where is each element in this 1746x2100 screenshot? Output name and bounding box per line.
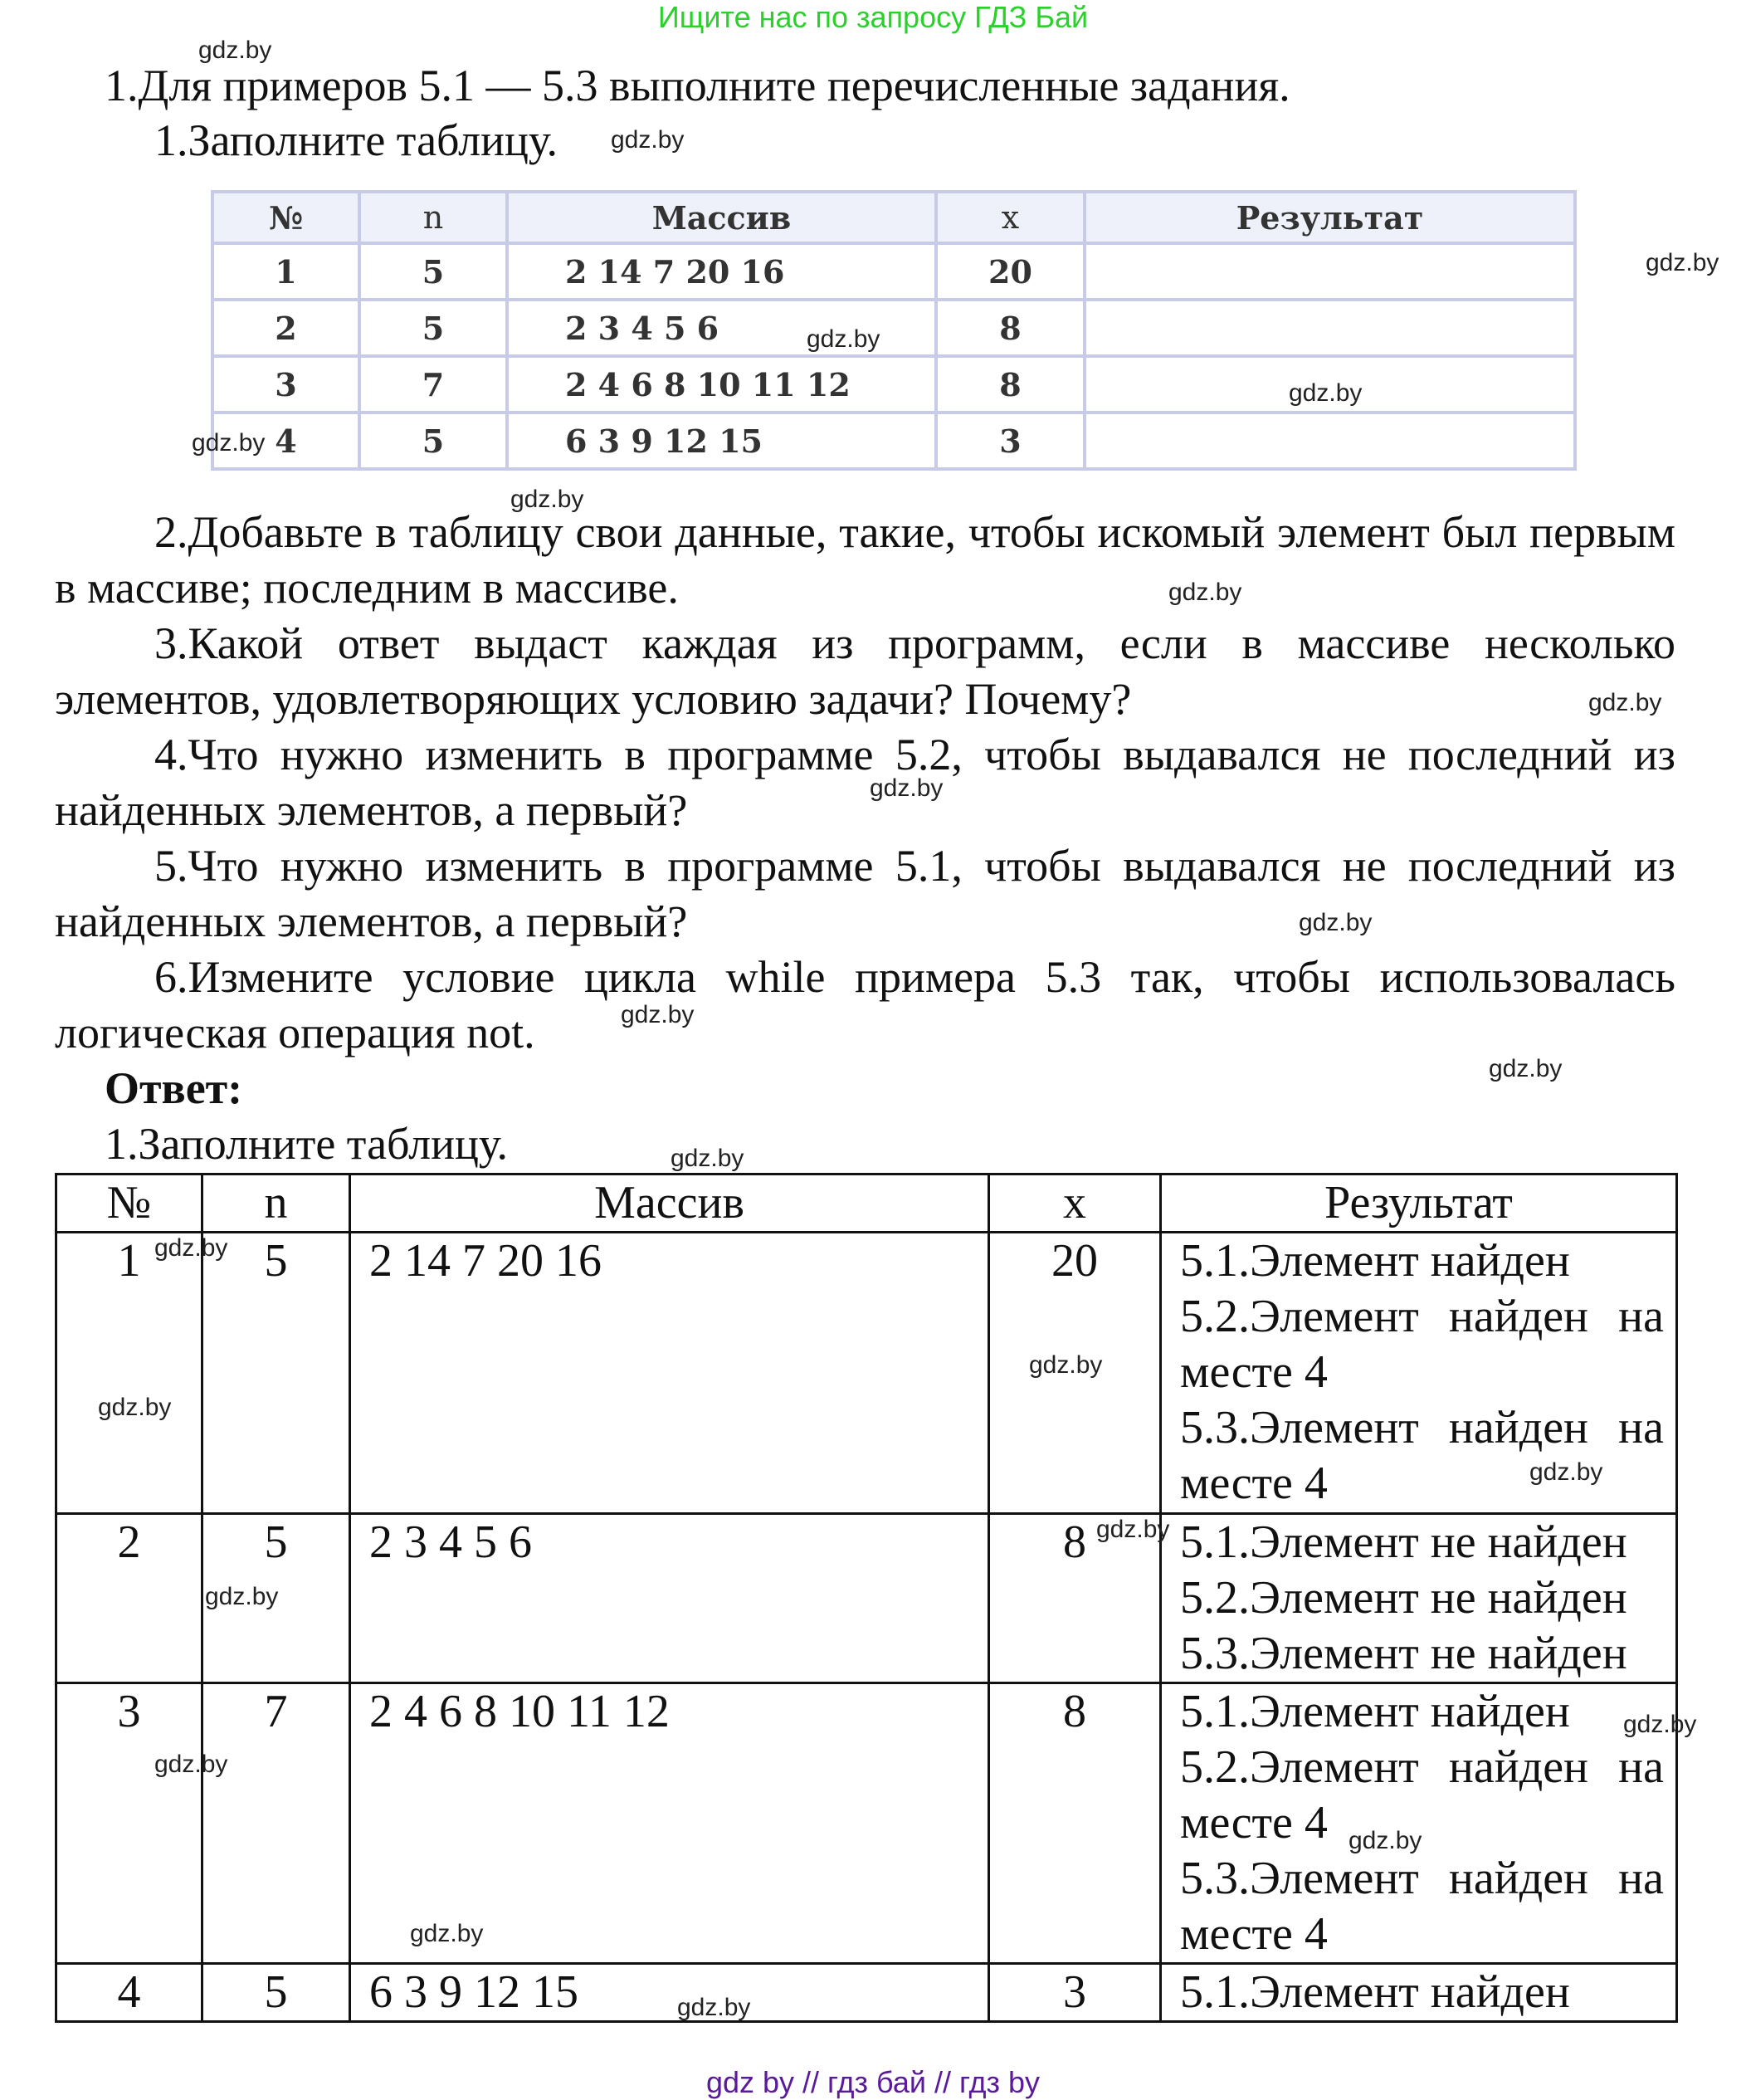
header-x: x — [936, 192, 1085, 243]
cell-no: 2 — [212, 300, 359, 356]
cell-array: 2 14 7 20 16 — [507, 243, 936, 300]
watermark: gdz.by — [1529, 1458, 1603, 1486]
header-n: n — [359, 192, 507, 243]
cell-x: 20 — [936, 243, 1085, 300]
cell-result — [1085, 413, 1575, 469]
cell-no: 3 — [212, 356, 359, 413]
header-n: n — [202, 1175, 350, 1233]
watermark: gdz.by — [1489, 1055, 1563, 1082]
watermark: gdz.by — [1029, 1351, 1103, 1379]
cell-n: 5 — [359, 413, 507, 469]
cell-x: 8 — [989, 1514, 1161, 1683]
header-no: № — [56, 1175, 202, 1233]
watermark: gdz.by — [205, 1583, 279, 1610]
cell-n: 5 — [359, 243, 507, 300]
task-title: 1.Для примеров 5.1 — 5.3 выполните перечисленные задания. — [105, 61, 1290, 110]
cell-x: 8 — [936, 356, 1085, 413]
cell-n: 5 — [202, 1514, 350, 1683]
watermark: gdz.by — [1289, 379, 1363, 407]
cell-array: 2 3 4 5 6 — [507, 300, 936, 356]
watermark: gdz.by — [1299, 909, 1373, 936]
task-paragraph-2: 2.Добавьте в таблицу свои данные, такие, чтобы искомый элемент был первым в массиве; последним в массиве. — [55, 507, 1675, 613]
cell-n: 5 — [202, 1233, 350, 1514]
cell-n: 5 — [202, 1964, 350, 2022]
header-result: Результат — [1161, 1175, 1677, 1233]
watermark: gdz.by — [154, 1234, 228, 1262]
watermark: gdz.by — [1646, 249, 1719, 276]
header-no: № — [212, 192, 359, 243]
cell-result — [1161, 1683, 1677, 1964]
watermark: gdz.by — [1168, 579, 1242, 606]
result-line: 5.3.Элемент найден на месте 4 — [1180, 1853, 1664, 1960]
watermark: gdz.by — [410, 1920, 484, 1947]
cell-no: 3 — [56, 1683, 202, 1964]
task-paragraph-4: 4.Что нужно изменить в программе 5.2, чтобы выдавался не последний из найденных элементов, а первый? — [55, 730, 1675, 835]
result-line: 5.1.Элемент найден — [1180, 1686, 1570, 1737]
result-line: 5.1.Элемент найден — [1180, 1235, 1570, 1287]
cell-array: 2 3 4 5 6 — [350, 1514, 989, 1683]
cell-x: 20 — [989, 1233, 1161, 1514]
header-array: Массив — [507, 192, 936, 243]
cell-x: 8 — [936, 300, 1085, 356]
result-line: 5.1.Элемент не найден — [1180, 1516, 1627, 1568]
watermark: gdz.by — [611, 126, 685, 154]
cell-n: 7 — [359, 356, 507, 413]
cell-x: 3 — [989, 1964, 1161, 2022]
search-banner: Ищите нас по запросу ГДЗ Бай — [657, 0, 1089, 34]
watermark: gdz.by — [807, 325, 880, 353]
cell-array: 6 3 9 12 15 — [507, 413, 936, 469]
cell-n: 5 — [359, 300, 507, 356]
cell-no: 4 — [56, 1964, 202, 2022]
header-x: x — [989, 1175, 1161, 1233]
table-row — [56, 1233, 1677, 1514]
cell-no: 1 — [56, 1233, 202, 1514]
header-array: Массив — [350, 1175, 989, 1233]
result-line: 5.3.Элемент найден на месте 4 — [1180, 1402, 1664, 1509]
answer-table-header — [56, 1175, 1677, 1233]
cell-result — [1085, 300, 1575, 356]
table-row — [212, 356, 1575, 413]
cell-no: 2 — [56, 1514, 202, 1683]
cell-result — [1161, 1964, 1677, 2022]
result-line: 5.2.Элемент найден на месте 4 — [1180, 1741, 1664, 1848]
cell-result — [1161, 1514, 1677, 1683]
table-row — [56, 1964, 1677, 2022]
result-line: 5.2.Элемент не найден — [1180, 1572, 1627, 1624]
table-row — [56, 1683, 1677, 1964]
book-table-header — [212, 192, 1575, 243]
table-row — [212, 243, 1575, 300]
header-result: Результат — [1085, 192, 1575, 243]
watermark: gdz.by — [677, 1994, 751, 2021]
table-row — [212, 300, 1575, 356]
footer-links: gdz by // гдз бай // гдз by — [705, 2065, 1041, 2099]
watermark: gdz.by — [154, 1751, 228, 1778]
answer-label: Ответ: — [105, 1063, 243, 1113]
table-row — [212, 413, 1575, 469]
watermark: gdz.by — [621, 1001, 695, 1028]
watermark: gdz.by — [1588, 689, 1662, 716]
watermark: gdz.by — [870, 774, 944, 802]
cell-array: 2 4 6 8 10 11 12 — [350, 1683, 989, 1964]
table-row — [56, 1514, 1677, 1683]
subtask-1: 1.Заполните таблицу. — [154, 115, 558, 165]
task-paragraph-6: 6.Измените условие цикла while примера 5.3 так, чтобы использовалась логическая операция not. — [55, 952, 1675, 1057]
cell-no: 4 — [212, 413, 359, 469]
result-line: 5.1.Элемент найден — [1180, 1966, 1570, 2018]
watermark: gdz.by — [98, 1394, 172, 1421]
cell-array: 2 4 6 8 10 11 12 — [507, 356, 936, 413]
answer-subtask-1: 1.Заполните таблицу. — [105, 1119, 508, 1169]
watermark: gdz.by — [1623, 1711, 1697, 1738]
watermark: gdz.by — [1349, 1827, 1422, 1854]
cell-array: 2 14 7 20 16 — [350, 1233, 989, 1514]
cell-no: 1 — [212, 243, 359, 300]
cell-n: 7 — [202, 1683, 350, 1964]
watermark: gdz.by — [510, 486, 584, 513]
cell-x: 3 — [936, 413, 1085, 469]
watermark: gdz.by — [671, 1145, 744, 1172]
task-paragraph-3: 3.Какой ответ выдаст каждая из программ, если в массиве несколько элементов, удовлетворяющих условию задачи? Почему? — [55, 618, 1675, 724]
watermark: gdz.by — [192, 429, 266, 457]
cell-array: 6 3 9 12 15 — [350, 1964, 989, 2022]
watermark: gdz.by — [198, 37, 272, 64]
result-line: 5.3.Элемент не найден — [1180, 1628, 1627, 1679]
cell-x: 8 — [989, 1683, 1161, 1964]
cell-result — [1085, 243, 1575, 300]
watermark: gdz.by — [1096, 1516, 1170, 1543]
result-line: 5.2.Элемент найден на месте 4 — [1180, 1291, 1664, 1398]
answer-table — [55, 1173, 1678, 2023]
book-table — [211, 190, 1577, 471]
task-paragraph-5: 5.Что нужно изменить в программе 5.1, чтобы выдавался не последний из найденных элементов, а первый? — [55, 841, 1675, 946]
